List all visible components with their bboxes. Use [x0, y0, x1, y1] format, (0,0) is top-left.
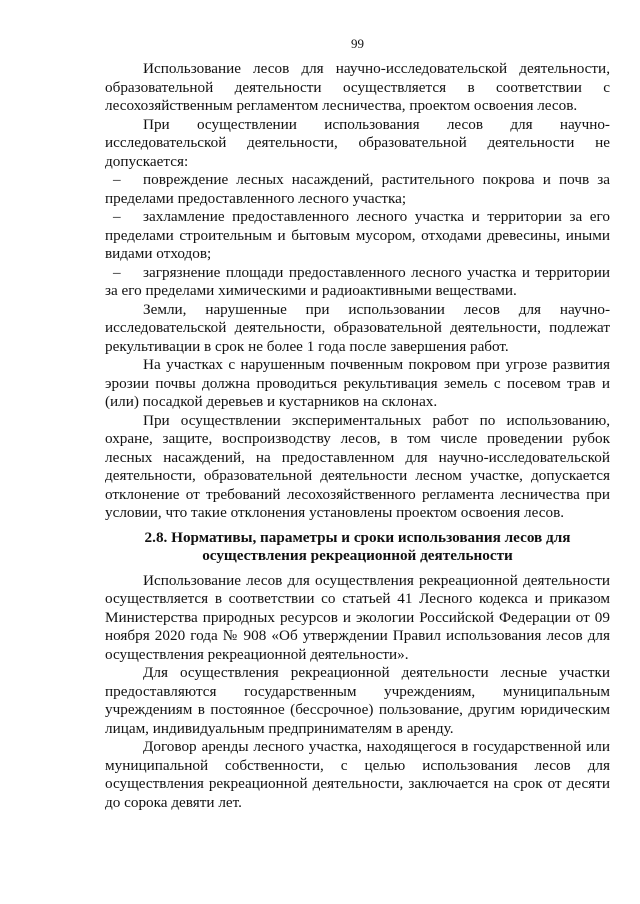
paragraph: На участках с нарушенным почвенным покровом при угрозе развития эрозии почвы должна проводиться рекультивация земель с посевом трав и (или) посадкой деревьев и кустарников на склонах.	[105, 356, 610, 410]
paragraph: Использование лесов для научно-исследовательской деятельности, образовательной деятельности осуществляется в соответствии с лесохозяйственным регламентом лесничества, проектом освоения лесов.	[105, 60, 610, 114]
document-page	[105, 36, 610, 812]
page-number: 99	[351, 36, 364, 51]
paragraph: Использование лесов для осуществления рекреационной деятельности осуществляется в соответствии со статьей 41 Лесного кодекса и приказом Министерства природных ресурсов и экологии Российской Федерации от 09 ноября 2020 года № 908 «Об утверждении Правил использования лесов для осуществления рекреационной деятельности».	[105, 571, 610, 663]
paragraph: При осуществлении использования лесов для научно-исследовательской деятельности, образовательной деятельности не допускается:	[105, 115, 610, 170]
paragraph: При осуществлении экспериментальных работ по использованию, охране, защите, воспроизводству лесов, в том числе проведении рубок лесных насаждений, на предоставленном для научно-исследовательской деятельности, образовательной деятельности лесном участке, допускается отклонение от требований лесохозяйственного регламента лесничества при условии, что такие отклонения установлены проектом освоения лесов.	[105, 411, 610, 521]
dash-mark: –	[113, 263, 121, 281]
section-heading-line: 2.8. Нормативы, параметры и сроки использования лесов для	[144, 528, 571, 546]
dash-list-item	[105, 208, 610, 264]
section-heading-line: осуществления рекреационной деятельности	[202, 547, 513, 564]
list-item-text: повреждение лесных насаждений, растительного покрова и почв за пределами предоставленного лесного участка;	[105, 171, 610, 207]
paragraph: Договор аренды лесного участка, находящегося в государственной или муниципальной собственности, с целью использования лесов для осуществления рекреационной деятельности, заключается на срок от десяти до сорока девяти лет.	[105, 738, 610, 811]
dash-mark: –	[113, 208, 121, 225]
dash-mark: –	[113, 171, 121, 188]
section-heading	[105, 529, 610, 566]
dash-list-item	[105, 264, 610, 301]
paragraph: Для осуществления рекреационной деятельности лесные участки предоставляются государственным учреждениям, муниципальным учреждениям в постоянное (бессрочное) пользование, другим юридическим лицам, индивидуальным предпринимателям в аренду.	[105, 664, 610, 737]
list-item-text: захламление предоставленного лесного участка и территории за его пределами строительным и бытовым мусором, отходами древесины, иными видами отходов;	[105, 208, 610, 262]
list-item-text: загрязнение площади предоставленного лесного участка и территории за его пределами химическими и радиоактивными веществами.	[105, 263, 610, 299]
dash-list-item	[105, 171, 610, 208]
paragraph: Земли, нарушенные при использовании лесов для научно-исследовательской деятельности, образовательной деятельности, подлежат рекультивации в срок не более 1 года после завершения работ.	[105, 300, 610, 355]
